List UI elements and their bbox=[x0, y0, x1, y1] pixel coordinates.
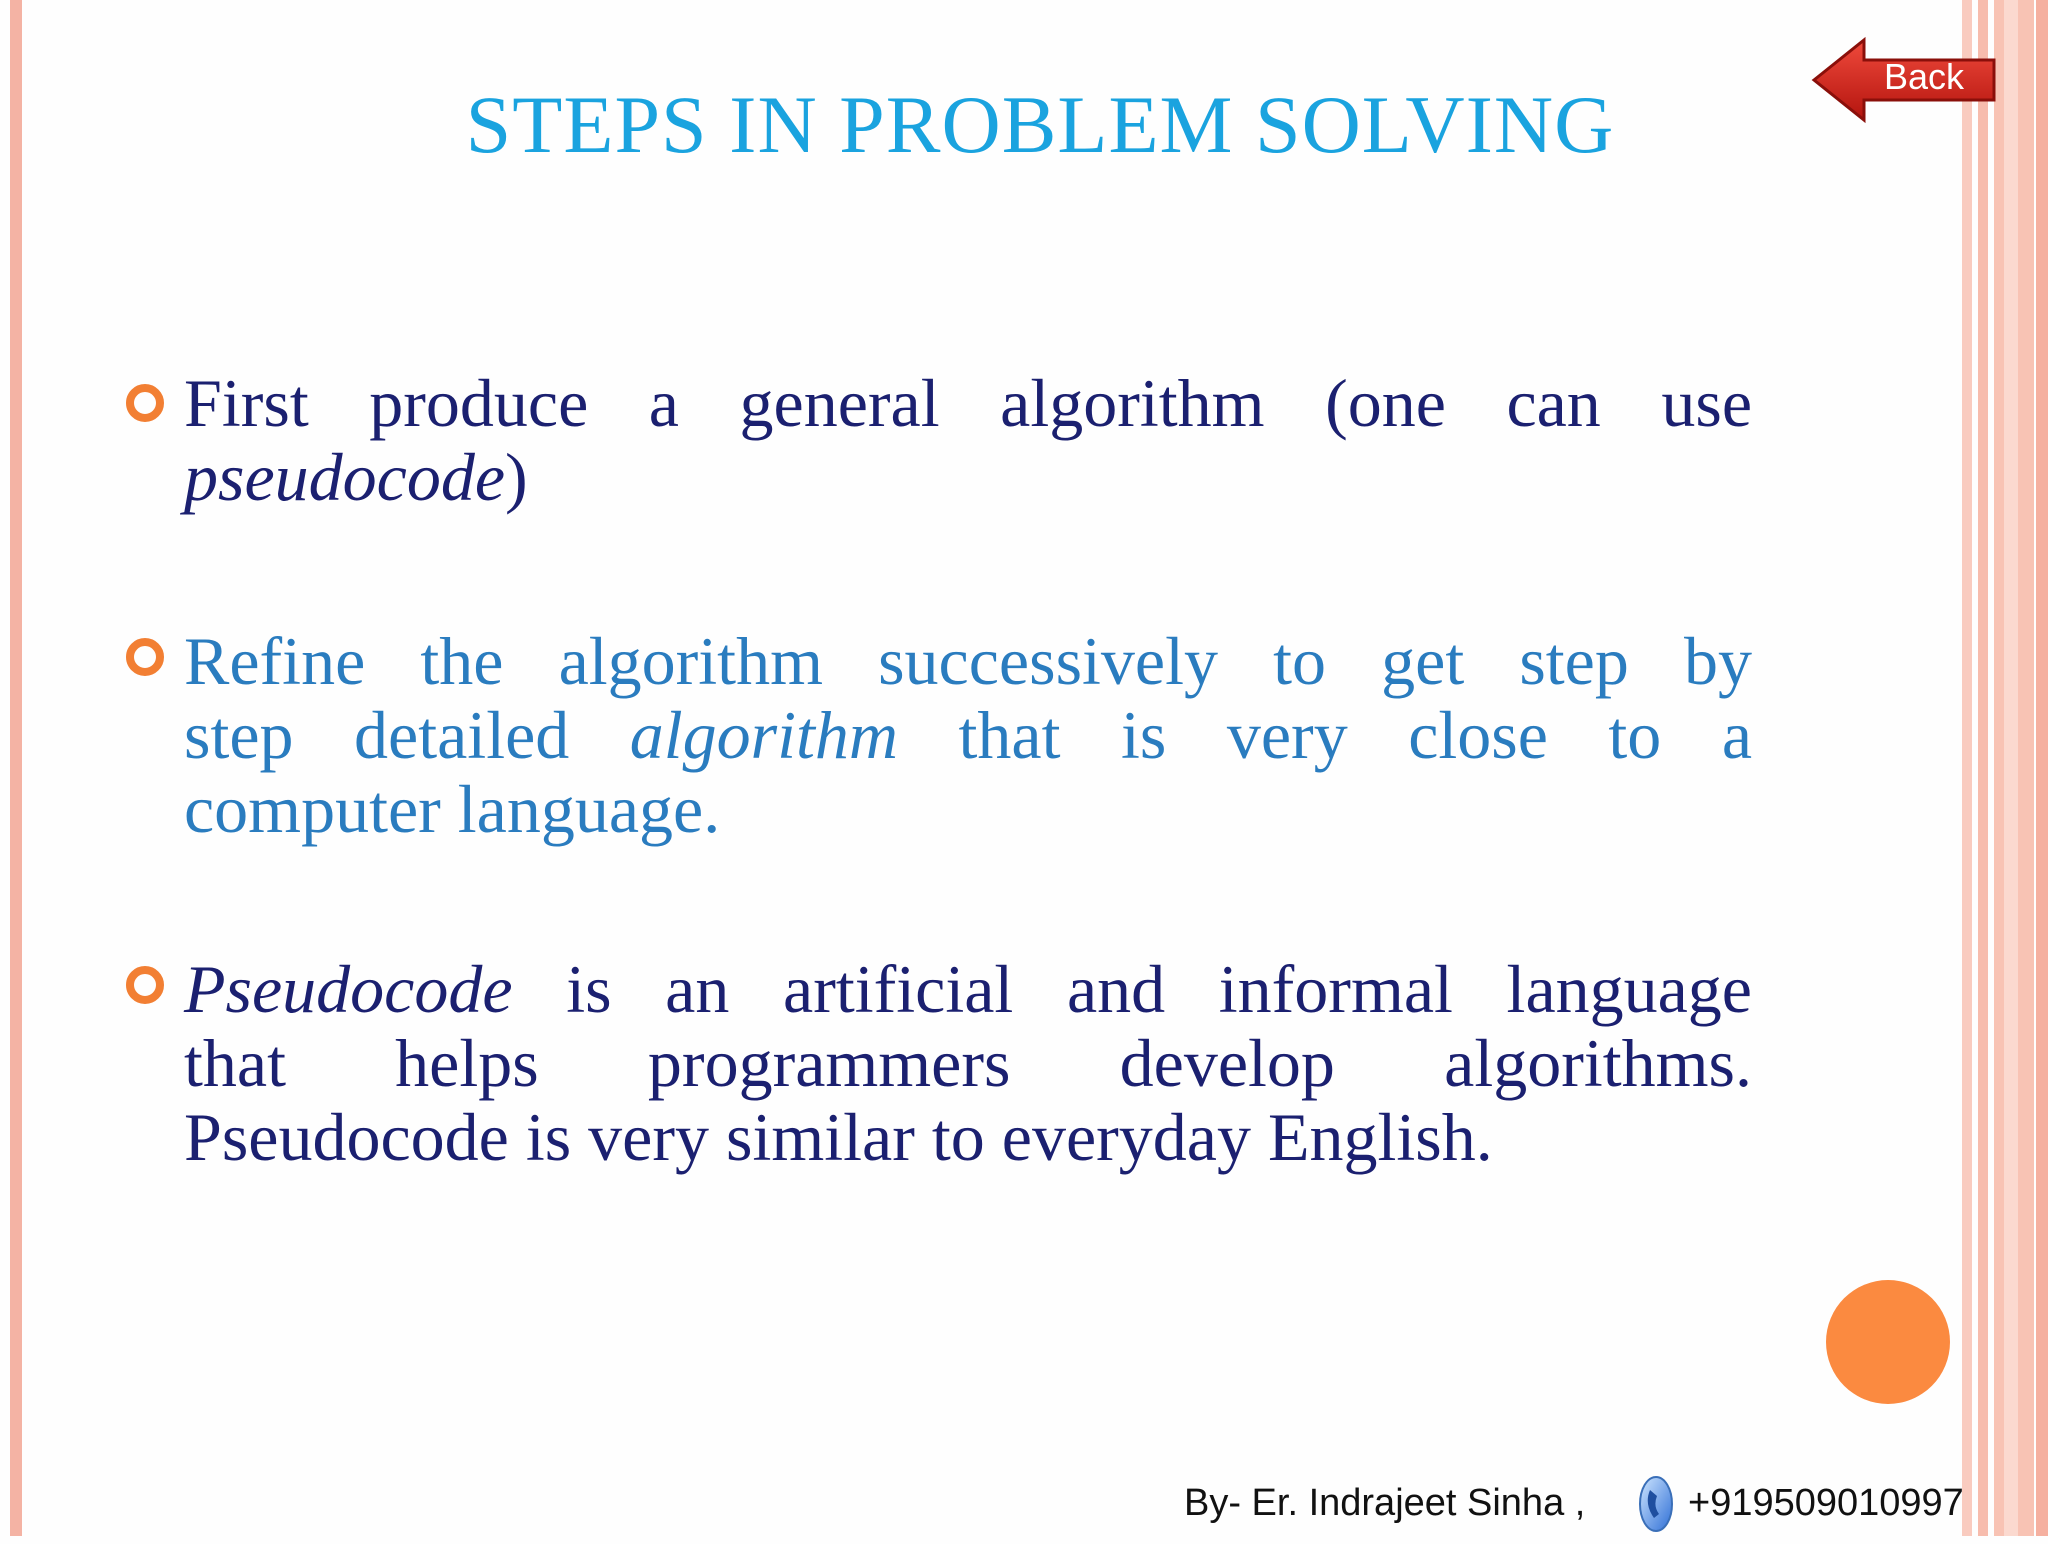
bullet-marker-icon bbox=[126, 966, 164, 1004]
back-button[interactable] bbox=[1808, 36, 1998, 124]
back-button-label: Back bbox=[1884, 56, 1965, 97]
bullet-line bbox=[184, 952, 1752, 1026]
bullet-line bbox=[184, 624, 1752, 698]
bullet-line bbox=[184, 366, 1752, 440]
bullet-text: that is very close to a bbox=[898, 697, 1752, 773]
bullet-text: ) bbox=[505, 439, 528, 515]
bullet-text: computer language. bbox=[184, 771, 721, 847]
bullet-text: step detailed bbox=[184, 697, 630, 773]
bullet-marker-icon bbox=[126, 384, 164, 422]
bullet-text: Pseudocode is very similar to everyday English. bbox=[184, 1099, 1493, 1175]
bullet-text: First produce a general algorithm (one can use bbox=[184, 365, 1752, 441]
bullet-line bbox=[184, 772, 1752, 846]
right-border-stripe bbox=[2004, 0, 2018, 1536]
bullet-item bbox=[184, 624, 1752, 846]
bullet-item bbox=[184, 366, 1752, 514]
bullet-line bbox=[184, 698, 1752, 772]
bullet-line bbox=[184, 1026, 1752, 1100]
italic-term: algorithm bbox=[629, 697, 899, 773]
right-border-stripe bbox=[1978, 0, 1988, 1536]
right-border-stripe bbox=[1962, 0, 1972, 1536]
bullet-item bbox=[184, 952, 1752, 1174]
phone-icon bbox=[1636, 1474, 1676, 1544]
footer-phone: +919509010997 bbox=[1688, 1482, 1964, 1524]
footer-author: By- Er. Indrajeet Sinha , bbox=[1184, 1482, 1586, 1524]
footer bbox=[1180, 1474, 1970, 1534]
right-border-stripe bbox=[2036, 0, 2048, 1536]
italic-term: Pseudocode bbox=[184, 951, 513, 1027]
bullet-text: Refine the algorithm successively to get step by bbox=[184, 623, 1752, 699]
bullet-text: that helps programmers develop algorithms. bbox=[184, 1025, 1752, 1101]
bullet-line bbox=[184, 440, 1752, 514]
bullet-marker-icon bbox=[126, 638, 164, 676]
slide-title: STEPS IN PROBLEM SOLVING bbox=[465, 79, 1615, 170]
italic-term: pseudocode bbox=[184, 439, 506, 515]
decorative-circle bbox=[1826, 1280, 1950, 1404]
bullet-line bbox=[184, 1100, 1752, 1174]
left-border-stripe bbox=[10, 0, 22, 1536]
bullet-text: is an artificial and informal language bbox=[512, 951, 1752, 1027]
